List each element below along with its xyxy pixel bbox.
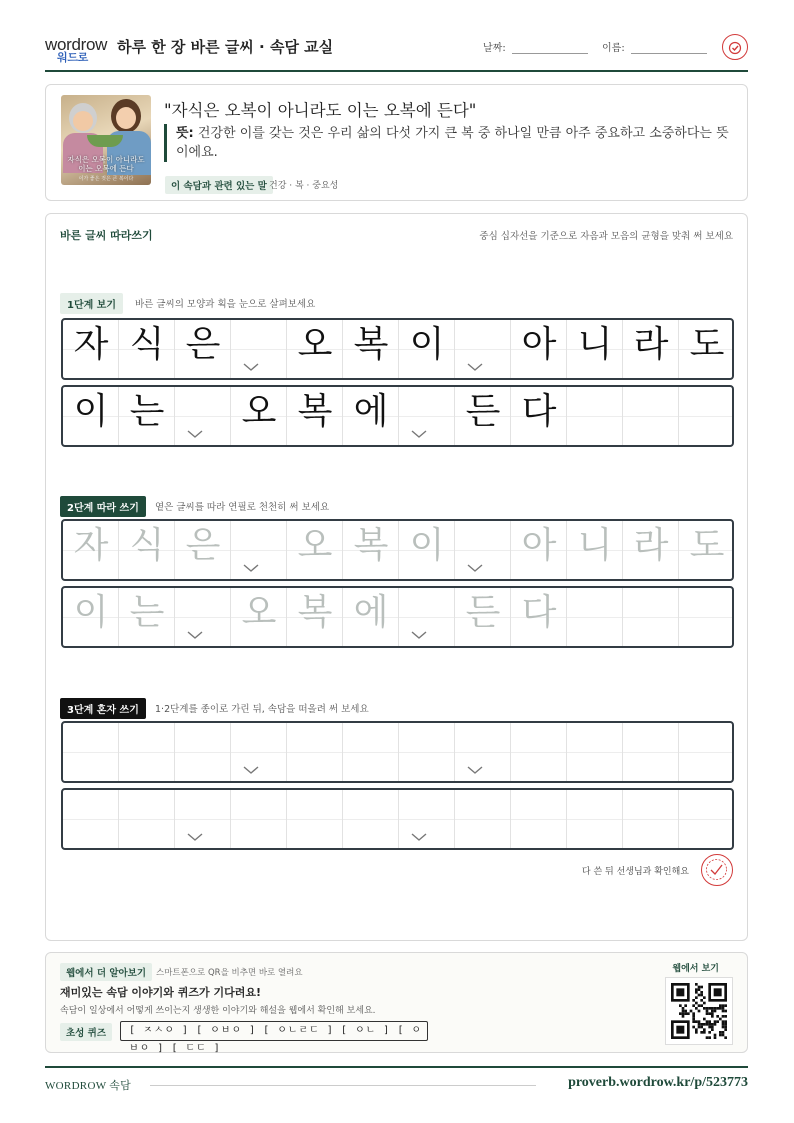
date-field[interactable] [512,53,588,54]
related-badge: 이 속담과 관련 있는 말 [165,176,273,194]
char-cell: 아 [521,525,557,566]
quiz-badge: 초성 퀴즈 [60,1023,112,1041]
logo-sub: 워드로 [57,52,88,64]
web-hint: 스마트폰으로 QR을 비추면 바로 열려요 [156,968,303,978]
chosung-quiz: [ ㅈㅅㅇ ] [ ㅇㅂㅇ ] [ ㅇㄴㄹㄷ ] [ ㅇㄴ ] [ ㅇㅂㅇ ] [ ㄷㄷ ] [120,1021,428,1041]
char-cell [175,723,231,781]
char-cell: 이 [409,525,445,566]
footer-divider [150,1085,536,1086]
proverb-illustration [61,95,151,185]
qr-label: 웹에서 보기 [672,964,719,974]
char-cell [399,723,455,781]
step2-badge: 2단계 따라 쓰기 [60,496,146,517]
char-cell [567,588,623,646]
char-cell: 은 [185,324,221,365]
char-cell: 에 [353,592,389,633]
char-cell: 복 [297,391,333,432]
char-cell: 오 [297,525,333,566]
step1-row-1 [61,318,734,380]
char-cell [679,588,735,646]
char-cell: 오 [241,391,277,432]
step1-desc: 바른 글씨의 모양과 획을 눈으로 살펴보세요 [135,299,316,310]
web-title: 재미있는 속담 이야기와 퀴즈가 기다려요! [60,986,261,999]
char-cell [511,790,567,848]
page-title: 하루 한 장 바른 글씨 · 속담 교실 [117,38,334,56]
char-cell: 이 [73,391,109,432]
space-mark-icon [242,765,260,775]
wordrow-logo [45,35,108,64]
space-mark-icon [242,362,260,372]
meaning-label: 뜻: [176,126,194,141]
char-cell [231,790,287,848]
step2-row-2[interactable] [61,586,734,648]
char-cell [119,723,175,781]
char-cell [455,790,511,848]
space-mark-icon [242,563,260,573]
proverb-text: "자식은 오복이 아니라도 이는 오복에 든다" [164,101,477,120]
char-cell: 다 [521,592,557,633]
space-mark-icon [466,563,484,573]
illustration-caption: 자식은 오복이 아니라도 이는 오복에 든다 [67,155,145,173]
space-mark-icon [410,429,428,439]
char-cell [63,723,119,781]
proverb-card [45,84,748,201]
step3-desc: 1·2단계를 종이로 가린 뒤, 속담을 떠올려 써 보세요 [155,704,369,715]
name-label: 이름: [602,43,625,54]
meaning-text: 건강한 이를 갖는 것은 우리 삶의 다섯 가지 큰 복 중 하나일 만큼 아주 중요하고 소중하다는 뜻이에요. [176,126,729,160]
step3-row-2[interactable] [61,788,734,850]
step2-row-1[interactable] [61,519,734,581]
illustration-subcaption: 이가 좋은 것은 큰 복이다 [78,176,134,182]
char-cell: 라 [633,525,669,566]
char-cell: 오 [297,324,333,365]
char-cell [679,723,735,781]
check-stamp-icon [722,34,748,60]
date-label: 날짜: [483,43,506,54]
step2-desc: 옅은 글씨를 따라 연필로 천천히 써 보세요 [155,502,330,513]
char-cell: 든 [465,391,501,432]
step3-badge: 3단계 혼자 쓰기 [60,698,146,719]
char-cell [343,790,399,848]
space-mark-icon [186,429,204,439]
step1-badge: 1단계 보기 [60,293,123,314]
char-cell: 식 [129,324,165,365]
web-info-box [45,952,748,1053]
char-cell [623,790,679,848]
char-cell: 복 [297,592,333,633]
char-cell [287,723,343,781]
char-cell [623,588,679,646]
related-words: 건강 · 복 · 중요성 [269,181,339,191]
char-cell: 니 [577,525,613,566]
space-mark-icon [186,832,204,842]
char-cell: 든 [465,592,501,633]
char-cell: 복 [353,525,389,566]
step1-row-2 [61,385,734,447]
char-cell [679,387,735,445]
char-cell: 자 [73,525,109,566]
char-cell: 아 [521,324,557,365]
char-cell: 복 [353,324,389,365]
char-cell: 오 [241,592,277,633]
char-cell [511,723,567,781]
char-cell: 에 [353,391,389,432]
char-cell: 이 [73,592,109,633]
footer-url[interactable]: proverb.wordrow.kr/p/523773 [568,1075,748,1090]
char-cell [287,790,343,848]
page-header [45,30,748,72]
space-mark-icon [410,630,428,640]
char-cell: 이 [409,324,445,365]
panel-hint: 중심 십자선을 기준으로 자음과 모음의 균형을 맞춰 써 보세요 [479,231,733,242]
page-footer [45,1066,748,1096]
qr-code-icon[interactable] [665,977,733,1045]
space-mark-icon [466,765,484,775]
char-cell: 도 [689,525,725,566]
name-field[interactable] [631,53,707,54]
web-badge: 웹에서 더 알아보기 [60,963,152,981]
char-cell: 니 [577,324,613,365]
char-cell [623,723,679,781]
practice-panel [45,213,748,941]
char-cell [343,723,399,781]
char-cell: 도 [689,324,725,365]
teacher-stamp-icon [701,854,733,886]
logo-main: wordrow [45,35,108,54]
space-mark-icon [186,630,204,640]
space-mark-icon [466,362,484,372]
char-cell: 은 [185,525,221,566]
char-cell: 는 [129,391,165,432]
char-cell: 자 [73,324,109,365]
char-cell [567,790,623,848]
char-cell: 는 [129,592,165,633]
char-cell [623,387,679,445]
char-cell: 라 [633,324,669,365]
footer-brand: WORDROW 속담 [45,1080,132,1092]
confirm-text: 다 쓴 뒤 선생님과 확인해요 [581,867,689,877]
char-cell: 식 [129,525,165,566]
panel-title: 바른 글씨 따라쓰기 [60,229,153,242]
space-mark-icon [410,832,428,842]
proverb-meaning [164,124,734,162]
char-cell [679,790,735,848]
web-desc: 속담이 일상에서 어떻게 쓰이는지 생생한 이야기와 해설을 웹에서 확인해 보세요. [60,1006,376,1016]
step3-row-1[interactable] [61,721,734,783]
char-cell [63,790,119,848]
char-cell [119,790,175,848]
char-cell: 다 [521,391,557,432]
char-cell [567,387,623,445]
char-cell [567,723,623,781]
